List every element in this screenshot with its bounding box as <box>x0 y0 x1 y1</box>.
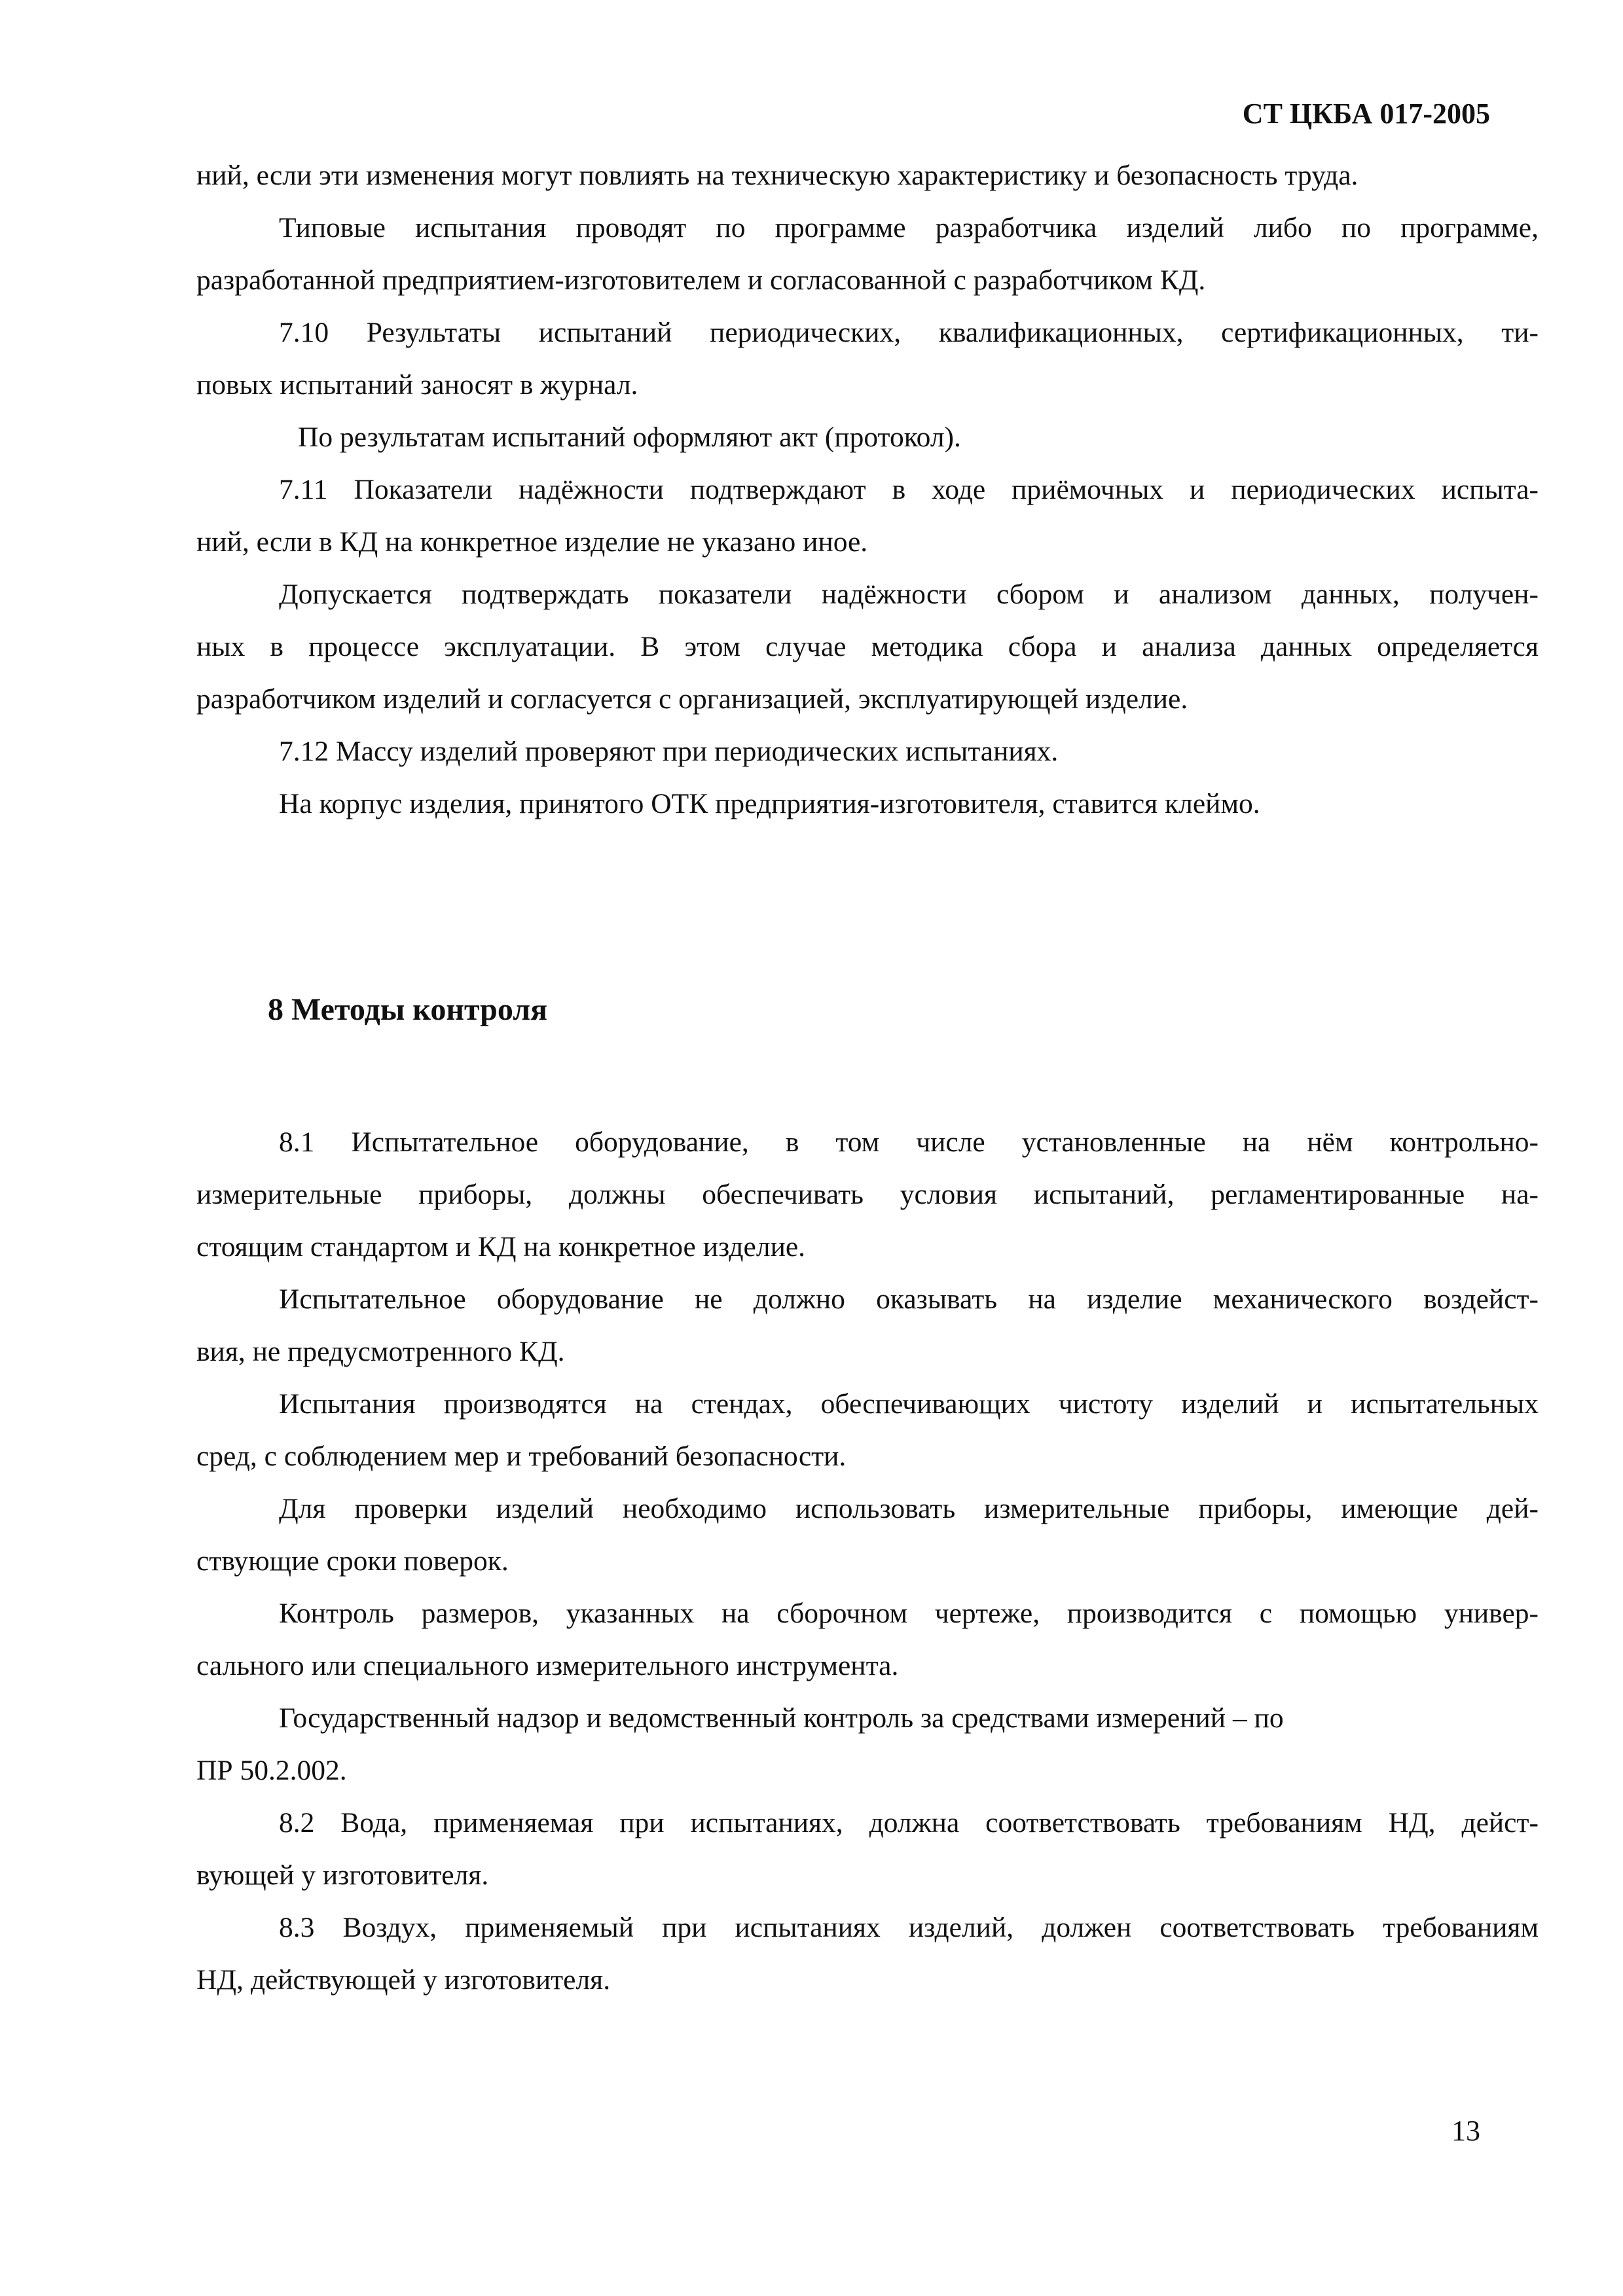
text-line: сального или специального измерительного инструмента. <box>196 1650 899 1681</box>
text-line: вия, не предусмотренного КД. <box>196 1336 565 1367</box>
text-line: 7.10 Результаты испытаний периодических, квалификационных, сертификационных, ти- <box>279 317 1539 348</box>
section-8-body <box>196 1116 1539 2006</box>
text-line: ных в процессе эксплуатации. В этом случае методика сбора и анализа данных определяется <box>196 631 1539 662</box>
text-line: вующей у изготовителя. <box>196 1859 489 1891</box>
text-line: На корпус изделия, принятого ОТК предприятия-изготовителя, ставится клеймо. <box>279 788 1260 819</box>
text-line: ПР 50.2.002. <box>196 1755 347 1786</box>
text-line: ний, если эти изменения могут повлиять на техническую характеристику и безопасность труда. <box>196 160 1359 191</box>
page-number: 13 <box>1451 2115 1480 2147</box>
text-line: 8.1 Испытательное оборудование, в том числе установленные на нём контрольно- <box>279 1126 1539 1158</box>
text-line: Типовые испытания проводят по программе разработчика изделий либо по программе, <box>279 212 1539 243</box>
text-line: ний, если в КД на конкретное изделие не указано иное. <box>196 526 868 558</box>
text-line: Испытания производятся на стендах, обеспечивающих чистоту изделий и испытательных <box>279 1388 1539 1420</box>
text-line: Допускается подтверждать показатели надёжности сбором и анализом данных, получен- <box>279 579 1539 610</box>
section-8-heading: 8 Методы контроля <box>268 992 548 1027</box>
text-line: 7.12 Массу изделий проверяют при периодических испытаниях. <box>279 736 1059 767</box>
text-line: Государственный надзор и ведомственный контроль за средствами измерений – по <box>279 1702 1284 1734</box>
text-line: разработчиком изделий и согласуется с организацией, эксплуатирующей изделие. <box>196 683 1188 715</box>
document-code-header: СТ ЦКБА 017-2005 <box>1242 98 1490 130</box>
text-line: измерительные приборы, должны обеспечивать условия испытаний, регламентированные на- <box>196 1179 1539 1210</box>
text-line: ствующие сроки поверок. <box>196 1545 509 1577</box>
text-line: разработанной предприятием-изготовителем и согласованной с разработчиком КД. <box>196 264 1206 296</box>
text-line: По результатам испытаний оформляют акт (протокол). <box>298 422 961 453</box>
text-line: 7.11 Показатели надёжности подтверждают в ходе приёмочных и периодических испыта- <box>279 474 1539 505</box>
text-line: НД, действующей у изготовителя. <box>196 1964 611 1996</box>
text-line: 8.2 Вода, применяемая при испытаниях, должна соответствовать требованиям НД, дейст- <box>279 1807 1539 1839</box>
text-line: 8.3 Воздух, применяемый при испытаниях изделий, должен соответствовать требованиям <box>279 1912 1539 1943</box>
text-line: Для проверки изделий необходимо использовать измерительные приборы, имеющие дей- <box>279 1493 1539 1524</box>
section-7-continuation <box>196 149 1539 830</box>
text-line: стоящим стандартом и КД на конкретное изделие. <box>196 1231 806 1263</box>
text-line: повых испытаний заносят в журнал. <box>196 369 638 401</box>
text-line: сред, с соблюдением мер и требований безопасности. <box>196 1441 847 1472</box>
text-line: Контроль размеров, указанных на сборочном чертеже, производится с помощью универ- <box>279 1598 1539 1629</box>
text-line: Испытательное оборудование не должно оказывать на изделие механического воздейст- <box>279 1283 1539 1315</box>
